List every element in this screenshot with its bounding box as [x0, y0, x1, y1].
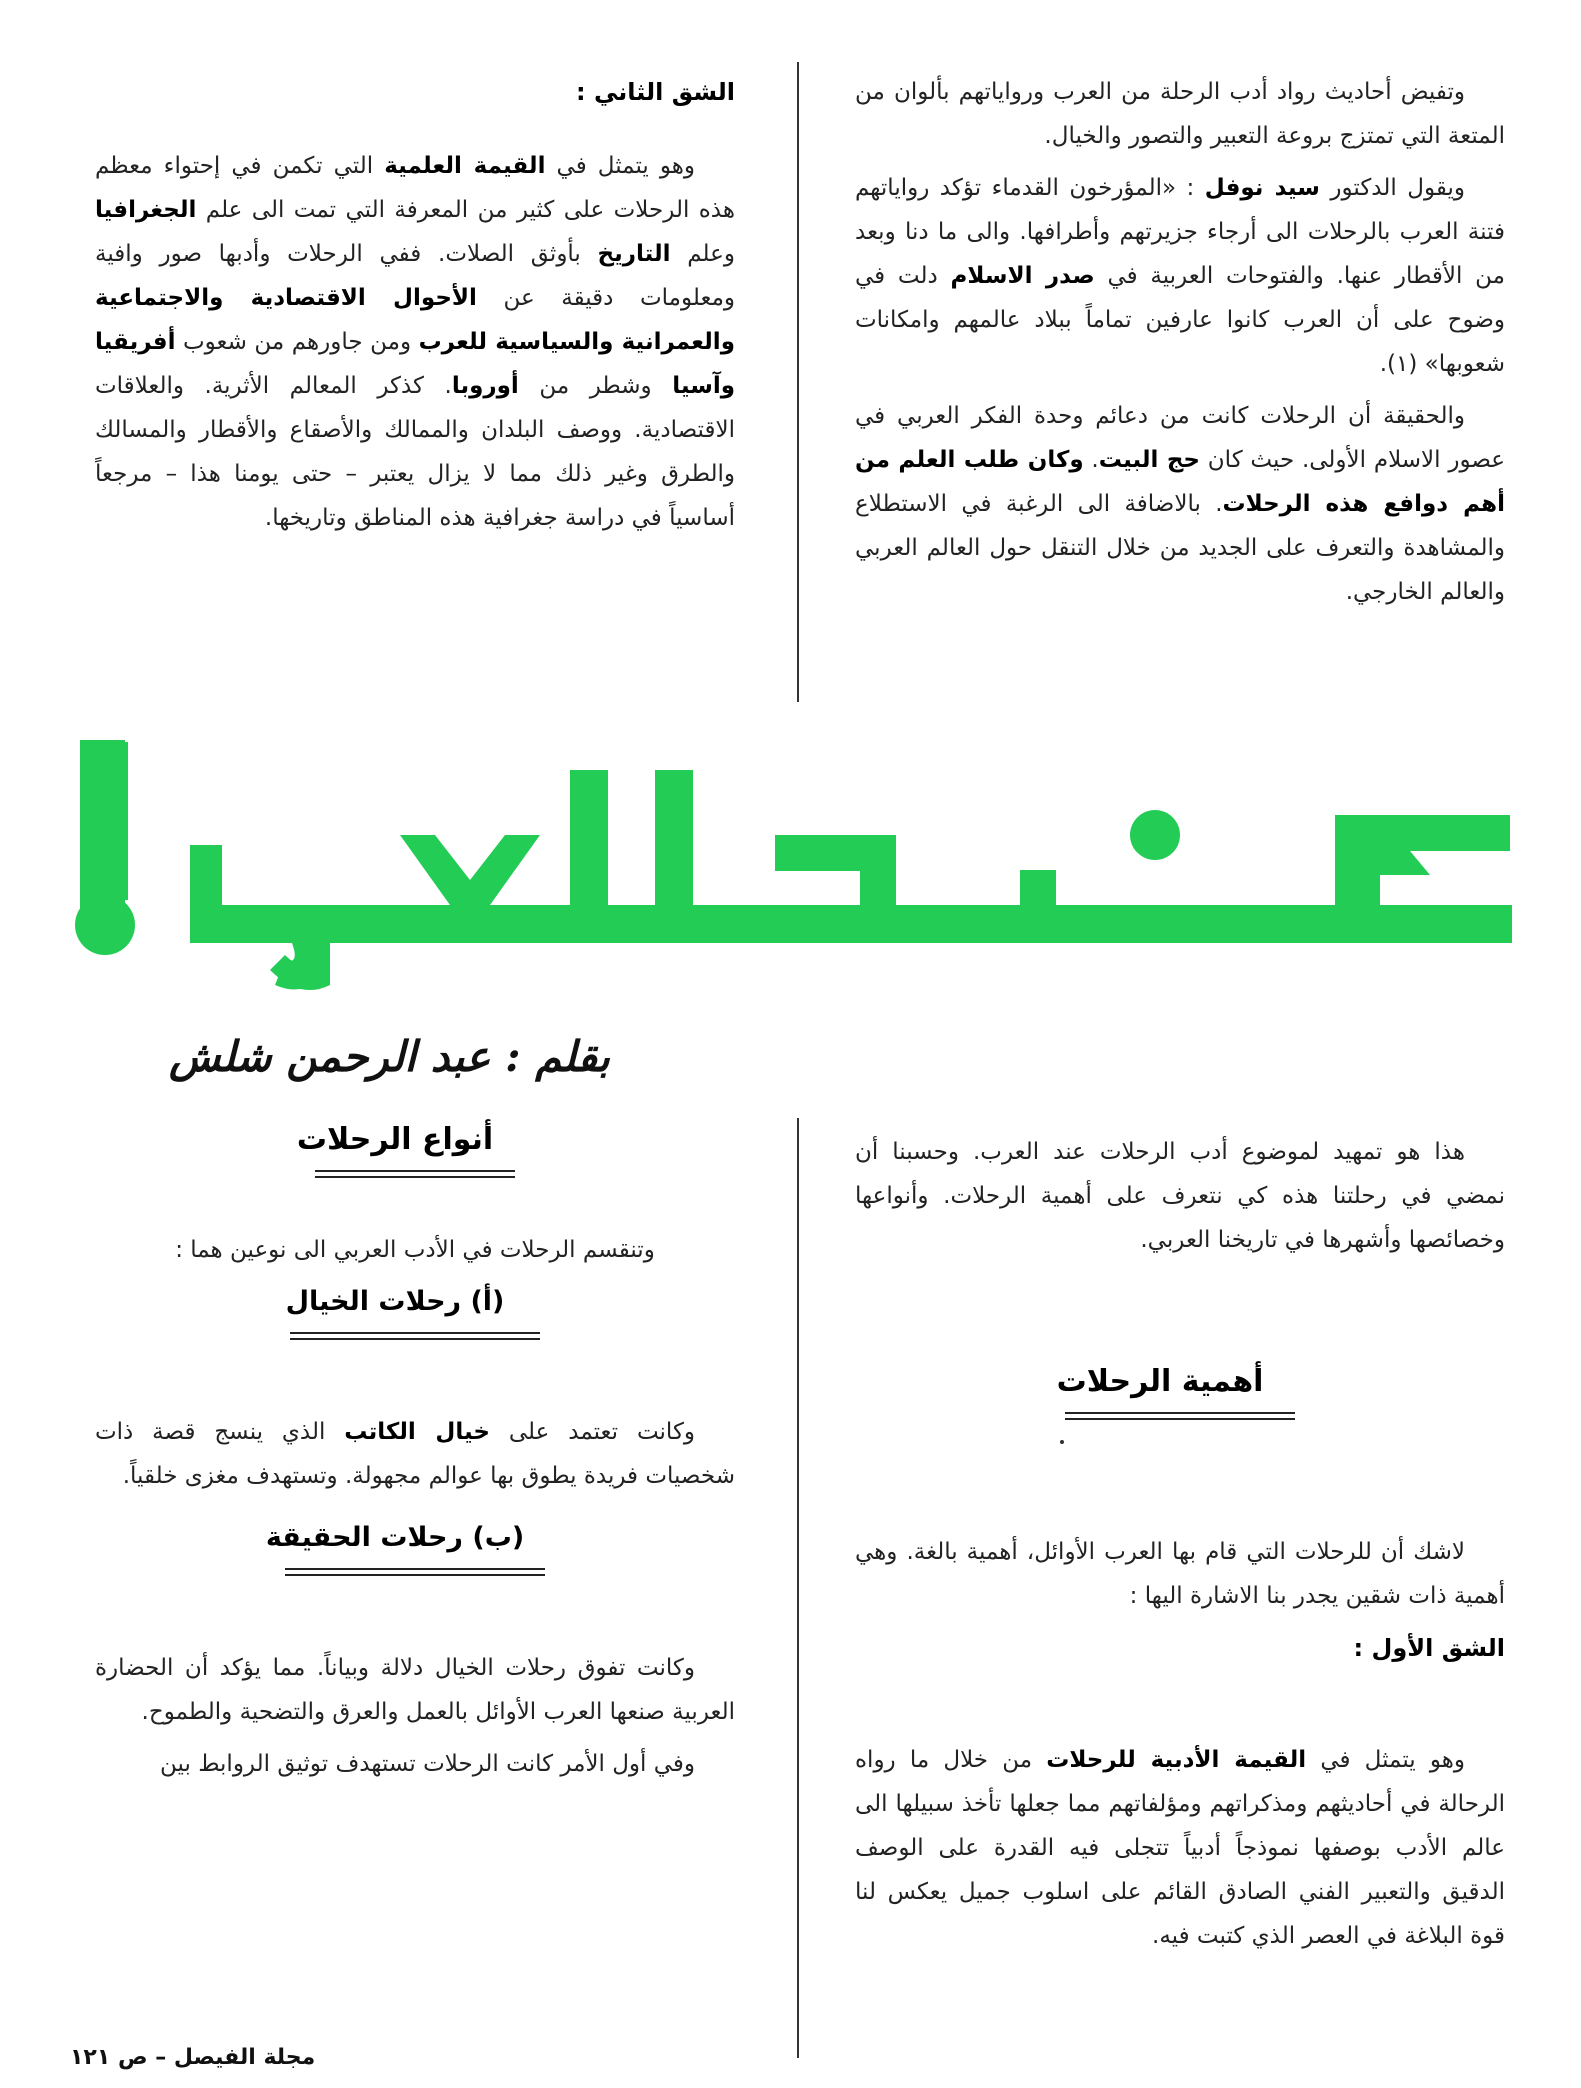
title-underline	[95, 1568, 735, 1576]
decorative-dot	[1060, 1440, 1064, 1444]
bottom-right-column	[855, 1130, 1505, 1966]
title-underline	[855, 1412, 1505, 1420]
letter-ain-top	[1335, 815, 1510, 851]
paragraph: وفي أول الأمر كانت الرحلات تستهدف توثيق الروابط بين	[160, 1751, 695, 1777]
title-underline	[95, 1332, 735, 1340]
letter-nun-dot	[1130, 810, 1180, 860]
page-footer: مجلة الفيصل – ص ١٢١	[70, 2045, 316, 2070]
headline-graphic	[0, 0, 1581, 1020]
letter-ain	[400, 835, 540, 905]
paragraph: ويقول الدكتور سيد نوفل : «المؤرخون القدماء تؤكد رواياتهم فتنة العرب بالرحلات الى أرجاء جزيرتهم وأطرافها. والى ما دنا وبعد من الأقطار عنها. والفتوحات العربية في صدر الاسلام دلت في وضوح على أن العرب كانوا عارفين تماماً ببلاد عالمهم وامكانات شعوبها» (١).	[855, 175, 1505, 377]
paragraph: لاشك أن للرحلات التي قام بها العرب الأوائل، أهمية بالغة. وهي أهمية ذات شقين يجدر بنا الاشارة اليها :	[855, 1539, 1505, 1609]
letter-dal-side	[860, 835, 896, 943]
byline: بقلم : عبد الرحمن شلش	[168, 1032, 610, 1081]
subheading: الشق الأول :	[1353, 1634, 1505, 1662]
subheading: الشق الثاني :	[576, 78, 735, 106]
subsection-title-imagination: (أ) رحلات الخيال	[285, 1286, 505, 1317]
letter-lam	[570, 770, 608, 943]
paragraph: هذا هو تمهيد لموضوع أدب الرحلات عند العرب. وحسبنا أن نمضي في رحلتنا هذه كي نتعرف على أهمية الرحلات. وأنواعها وخصائصها وأشهرها في تاريخنا العربي.	[855, 1139, 1505, 1253]
section-title-types: أنواع الرحلات	[296, 1122, 494, 1157]
paragraph: وتفيض أحاديث رواد أدب الرحلة من العرب ورواياتهم بألوان من المتعة التي تمتزج بروعة التعبير والتصور والخيال.	[855, 79, 1505, 149]
exclamation-shape	[82, 742, 128, 900]
bottom-left-column	[95, 1118, 735, 1794]
letter-ba-stroke	[190, 845, 222, 943]
section-title-importance: أهمية الرحلات	[1056, 1364, 1264, 1399]
paragraph: وهو يتمثل في القيمة الأدبية للرحلات من خلال ما رواه الرحالة في أحاديثهم ومذكراتهم ومؤلفاتهم مما جعلها تأخذ سبيلها الى عالم الأدب بوصفها نموذجاً أدبياً تتجلى فيه القدرة على الوصف الدقيق والتعبير الفني الصادق القائم على اسلوب جميل يعكس لنا قوة البلاغة في العصر الذي كتبت فيه.	[855, 1747, 1505, 1949]
column-divider-bottom	[797, 1118, 799, 2058]
baseline-bar	[190, 905, 1512, 943]
paragraph: وكانت تفوق رحلات الخيال دلالة وبياناً. مما يؤكد أن الحضارة العربية صنعها العرب الأوائل بالعمل والعرق والتضحية والطموح.	[95, 1655, 735, 1725]
paragraph: وهو يتمثل في القيمة العلمية التي تكمن في إحتواء معظم هذه الرحلات على كثير من المعرفة التي تمت الى علم الجغرافيا وعلم التاريخ بأوثق الصلات. ففي الرحلات وأدبها صور وافية ومعلومات دقيقة عن الأحوال الاقتصادية والاجتماعية والعمرانية والسياسية للعرب ومن جاورهم من شعوب أفريقيا وآسيا وشطر من أوروبا. كذكر المعالم الأثرية. والعلاقات الاقتصادية. ووصف البلدان والممالك والأصقاع والأقطار والمسالك والطرق وغير ذلك مما لا يزال يعتبر – حتى يومنا هذا – مرجعاً أساسياً في دراسة جغرافية هذه المناطق وتاريخها.	[95, 153, 736, 531]
paragraph: وتنقسم الرحلات في الأدب العربي الى نوعين هما :	[175, 1237, 655, 1263]
paragraph: والحقيقة أن الرحلات كانت من دعائم وحدة الفكر العربي في عصور الاسلام الأولى. حيث كان حج البيت. وكان طلب العلم من أهم دوافع هذه الرحلات. بالاضافة الى الرغبة في الاستطلاع والمشاهدة والتعرف على الجديد من خلال التنقل حول العالم العربي والعالم الخارجي.	[855, 403, 1506, 605]
subsection-title-reality: (ب) رحلات الحقيقة	[265, 1522, 525, 1553]
paragraph: وكانت تعتمد على خيال الكاتب الذي ينسج قصة ذات شخصيات فريدة يطوق بها عوالم مجهولة. وتستهدف مغزى خلقياً.	[95, 1419, 735, 1489]
title-underline	[95, 1170, 735, 1178]
letter-alif	[655, 770, 693, 943]
exclamation-round	[75, 895, 135, 955]
letter-nun	[1020, 870, 1056, 943]
